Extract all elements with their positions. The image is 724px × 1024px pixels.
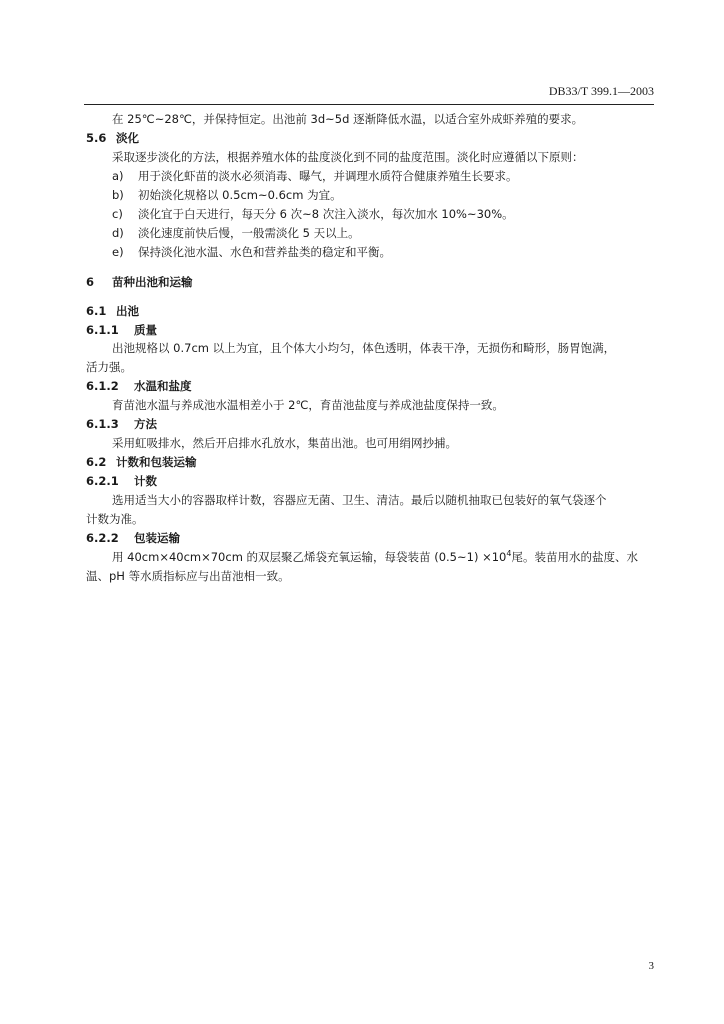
list-item-text: 淡化速度前快后慢，一般需淡化 5 天以上。 xyxy=(138,226,360,240)
section-title: 计数和包装运输 xyxy=(116,455,197,469)
section-6-1-2-heading xyxy=(86,378,192,394)
packaging-paragraph-line-2: 温、pH 等水质指标应与出苗池相一致。 xyxy=(86,569,290,583)
section-title: 淡化 xyxy=(116,131,139,145)
section-6-2-heading xyxy=(86,454,197,470)
section-number: 5.6 xyxy=(86,131,107,145)
section-6-1-heading xyxy=(86,303,139,319)
paragraph-continuation: 在 25℃~28℃，并保持恒定。出池前 3d~5d 逐渐降低水温，以适合室外成虾养殖的要求。 xyxy=(112,112,584,126)
list-item-label: c) xyxy=(112,207,123,221)
packaging-paragraph-line-1 xyxy=(112,549,638,565)
section-6-1-1-heading xyxy=(86,322,157,338)
list-item-label: e) xyxy=(112,245,124,259)
section-6-heading xyxy=(86,274,193,290)
list-item xyxy=(112,187,342,203)
section-5-6-heading xyxy=(86,130,139,146)
list-item-text: 保持淡化池水温、水色和营养盐类的稳定和平衡。 xyxy=(138,245,391,259)
counting-paragraph-line-2: 计数为准。 xyxy=(86,512,144,526)
list-item-text: 初始淡化规格以 0.5cm~0.6cm 为宜。 xyxy=(138,188,342,202)
list-item-label: d) xyxy=(112,226,124,240)
section-number: 6 xyxy=(86,275,95,289)
packaging-text-a: 用 40cm×40cm×70cm 的双层聚乙烯袋充氧运输，每袋装苗 (0.5~1) ×10 xyxy=(112,550,507,564)
section-title: 苗种出池和运输 xyxy=(112,275,193,289)
section-title: 计数 xyxy=(134,474,157,488)
list-item xyxy=(112,244,391,260)
section-number: 6.1.2 xyxy=(86,379,119,393)
header-rule xyxy=(84,104,654,105)
section-number: 6.2.1 xyxy=(86,474,119,488)
counting-paragraph-line-1: 选用适当大小的容器取样计数，容器应无菌、卫生、清洁。最后以随机抽取已包装好的氧气袋逐个 xyxy=(112,493,607,507)
section-5-6-intro: 采取逐步淡化的方法，根据养殖水体的盐度淡化到不同的盐度范围。淡化时应遵循以下原则： xyxy=(112,150,584,164)
standard-code-header: DB33/T 399.1—2003 xyxy=(548,84,654,98)
quality-paragraph-line-2: 活力强。 xyxy=(86,360,132,374)
temperature-salinity-paragraph: 育苗池水温与养成池水温相差小于 2℃，育苗池盐度与养成池盐度保持一致。 xyxy=(112,398,504,412)
section-number: 6.1.3 xyxy=(86,417,119,431)
list-item-label: a) xyxy=(112,169,124,183)
list-item xyxy=(112,225,360,241)
section-number: 6.1.1 xyxy=(86,323,119,337)
list-item-text: 淡化宜于白天进行，每天分 6 次~8 次注入淡水，每次加水 10%~30%。 xyxy=(138,207,514,221)
section-6-2-2-heading xyxy=(86,530,180,546)
packaging-text-b: 尾。装苗用水的盐度、水 xyxy=(511,550,638,564)
section-6-1-3-heading xyxy=(86,416,157,432)
section-title: 质量 xyxy=(134,323,157,337)
list-item-text: 用于淡化虾苗的淡水必须消毒、曝气，并调理水质符合健康养殖生长要求。 xyxy=(138,169,518,183)
page-number: 3 xyxy=(648,960,654,972)
list-item xyxy=(112,206,514,222)
section-6-2-1-heading xyxy=(86,473,157,489)
section-number: 6.2 xyxy=(86,455,107,469)
section-title: 出池 xyxy=(116,304,139,318)
exponent: 4 xyxy=(506,549,512,559)
method-paragraph: 采用虹吸排水，然后开启排水孔放水，集苗出池。也可用绢网抄捕。 xyxy=(112,436,457,450)
section-title: 方法 xyxy=(134,417,157,431)
section-number: 6.2.2 xyxy=(86,531,119,545)
section-number: 6.1 xyxy=(86,304,107,318)
section-title: 包装运输 xyxy=(134,531,180,545)
list-item xyxy=(112,168,518,184)
section-title: 水温和盐度 xyxy=(134,379,192,393)
quality-paragraph-line-1: 出池规格以 0.7cm 以上为宜，且个体大小均匀，体色透明，体表干净，无损伤和畸形，肠胃饱满， xyxy=(112,341,616,355)
list-item-label: b) xyxy=(112,188,124,202)
